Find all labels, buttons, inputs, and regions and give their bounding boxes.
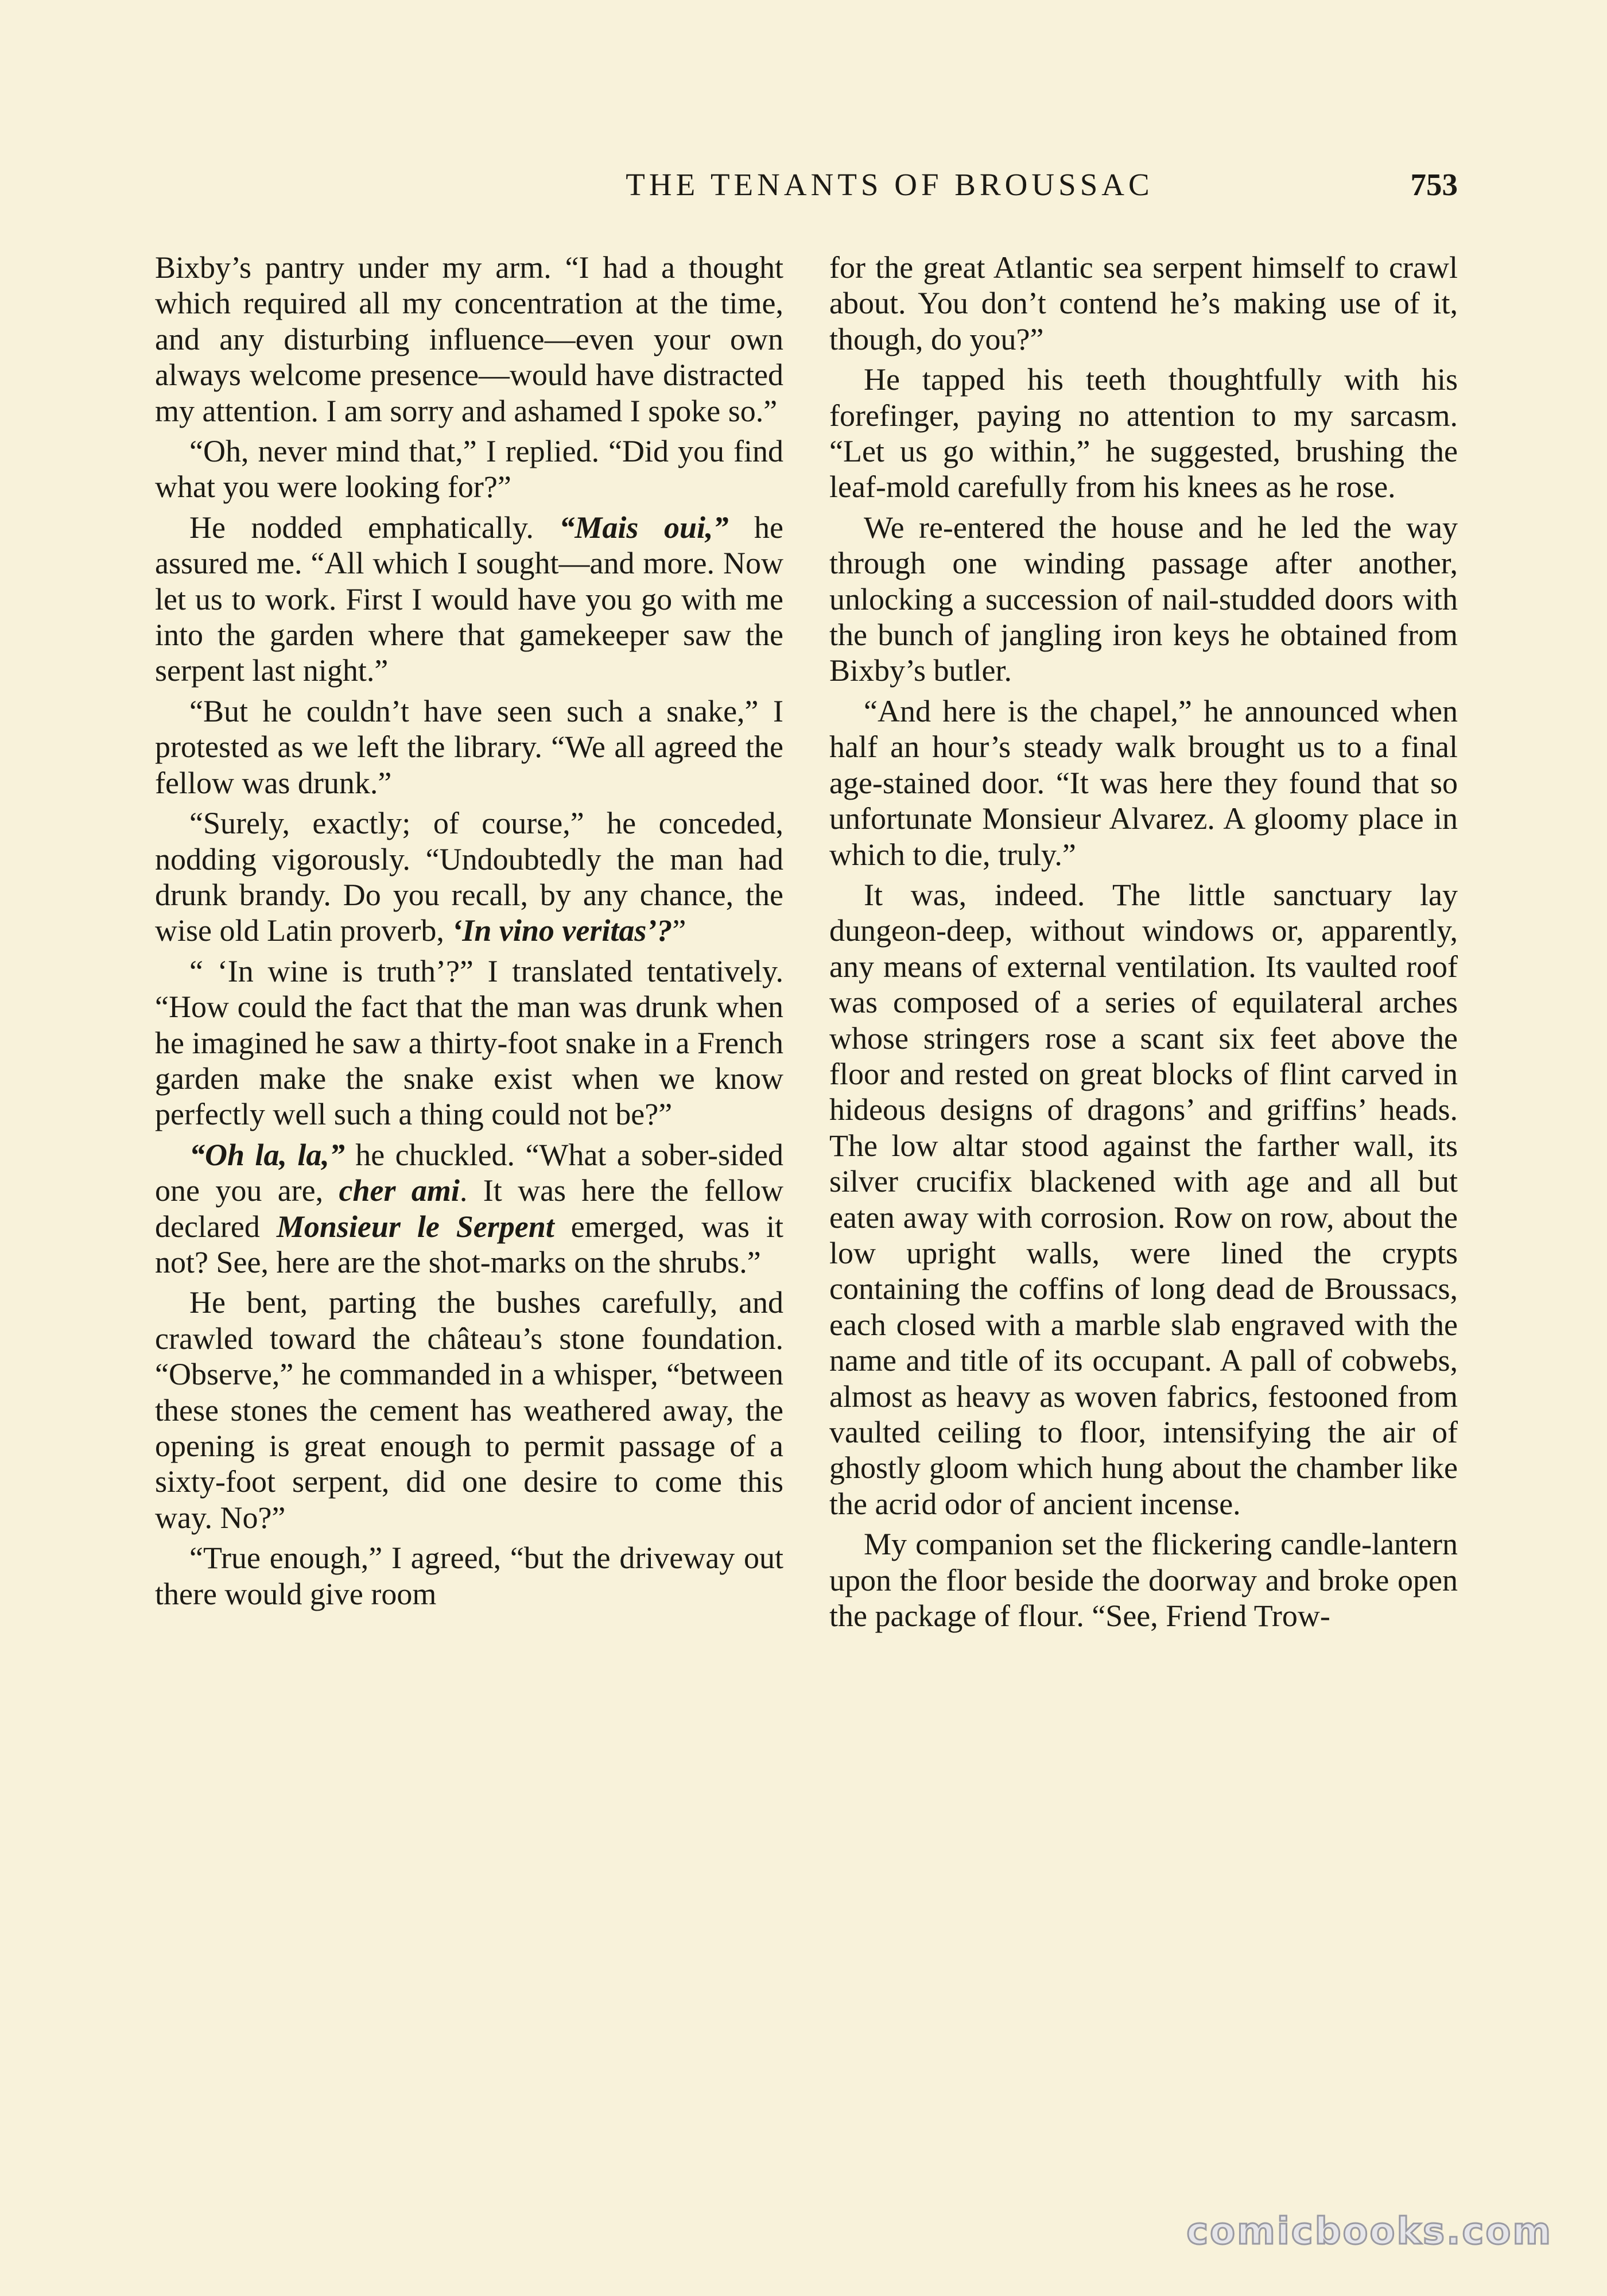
paragraph: My companion set the flickering candle-lantern upon the floor beside the doorway and broke open the package of flour. “See, Friend Trow-	[829, 1527, 1458, 1634]
page-header	[155, 166, 1458, 212]
page-number: 753	[1410, 167, 1458, 202]
paragraph: He bent, parting the bushes carefully, and crawled toward the château’s stone foundation. “Observe,” he commanded in a whisper, “between these stones the cement has weathered away, the opening is great enough to permit passage of a sixty-foot serpent, did one desire to come this way. No?”	[155, 1285, 783, 1535]
text-run: . It was here the fellow declared	[155, 1173, 783, 1244]
text-run: ”	[672, 913, 686, 948]
text-run: He nodded emphatically.	[189, 510, 560, 545]
paragraph: He tapped his teeth thoughtfully with his forefinger, paying no attention to my sarcasm. “Let us go within,” he suggested, brushing the leaf-mold carefully from his knees as he rose.	[829, 362, 1458, 505]
running-head: THE TENANTS OF BROUSSAC	[626, 167, 1154, 202]
text-column-right	[829, 250, 1458, 2138]
italic-phrase: “Oh la, la,”	[189, 1137, 345, 1172]
paragraph	[155, 805, 783, 949]
text-column-left	[155, 250, 783, 2138]
text-run: “Surely, exactly; of course,” he conceded, nodding vigorously. “Undoubtedly the man had drunk brandy. Do you recall, by any chance, the wise old Latin proverb,	[155, 806, 783, 948]
paragraph: “And here is the chapel,” he announced when half an hour’s steady walk brought us to a final age-stained door. “It was here they found that so unfortunate Monsieur Alvarez. A gloomy place in which to die, truly.”	[829, 693, 1458, 872]
watermark-logo: comicbooks.com	[1186, 2210, 1552, 2253]
text-run: he chuckled. “What a sober-sided one you are,	[155, 1137, 783, 1208]
paragraph: We re-entered the house and he led the way through one winding passage after another, unlocking a succession of nail-studded doors with the bunch of jangling iron keys he obtained from Bixby’s butler.	[829, 510, 1458, 688]
paragraph: Bixby’s pantry under my arm. “I had a thought which required all my concentration at the time, and any disturbing influence—even your own always welcome presence—would have distracted my attention. I am sorry and ashamed I spoke so.”	[155, 250, 783, 428]
text-run: emerged, was it not? See, here are the shot-marks on the shrubs.”	[155, 1209, 783, 1279]
italic-phrase: ‘In vino veritas’?	[452, 913, 673, 948]
text-run: he assured me. “All which I sought—and more. Now let us to work. First I would have you go with me into the garden where that gamekeeper saw the serpent last night.”	[155, 510, 783, 688]
paragraph	[155, 510, 783, 689]
italic-phrase: “Mais oui,”	[559, 510, 729, 545]
italic-phrase: cher ami	[339, 1173, 460, 1208]
paragraph: It was, indeed. The little sanctuary lay dungeon-deep, without windows or, apparently, any means of external ventilation. Its vaulted roof was composed of a series of equilateral arches whose stringers rose a scant six feet above the floor and rested on great blocks of flint carved in hideous designs of dragons’ and griffins’ heads. The low altar stood against the farther wall, its silver crucifix blackened with age and all but eaten away with corrosion. Row on row, about the low upright walls, were lined the crypts containing the coffins of long dead de Broussacs, each closed with a marble slab engraved with the name and title of its occupant. A pall of cobwebs, almost as heavy as woven fabrics, festooned from vaulted ceiling to floor, intensifying the air of ghostly gloom which hung about the chamber like the acrid odor of ancient incense.	[829, 877, 1458, 1521]
paragraph: “True enough,” I agreed, “but the driveway out there would give room	[155, 1541, 783, 1611]
italic-phrase: Monsieur le Serpent	[276, 1209, 554, 1244]
paragraph: for the great Atlantic sea serpent himself to crawl about. You don’t contend he’s making use of it, though, do you?”	[829, 250, 1458, 356]
paragraph: “Oh, never mind that,” I replied. “Did you find what you were looking for?”	[155, 434, 783, 505]
paragraph: “But he couldn’t have seen such a snake,” I protested as we left the library. “We all agreed the fellow was drunk.”	[155, 693, 783, 800]
paragraph: “ ‘In wine is truth’?” I translated tentatively. “How could the fact that the man was drunk when he imagined he saw a thirty-foot snake in a French garden make the snake exist when we know perfectly well such a thing could not be?”	[155, 953, 783, 1132]
paragraph	[155, 1137, 783, 1281]
